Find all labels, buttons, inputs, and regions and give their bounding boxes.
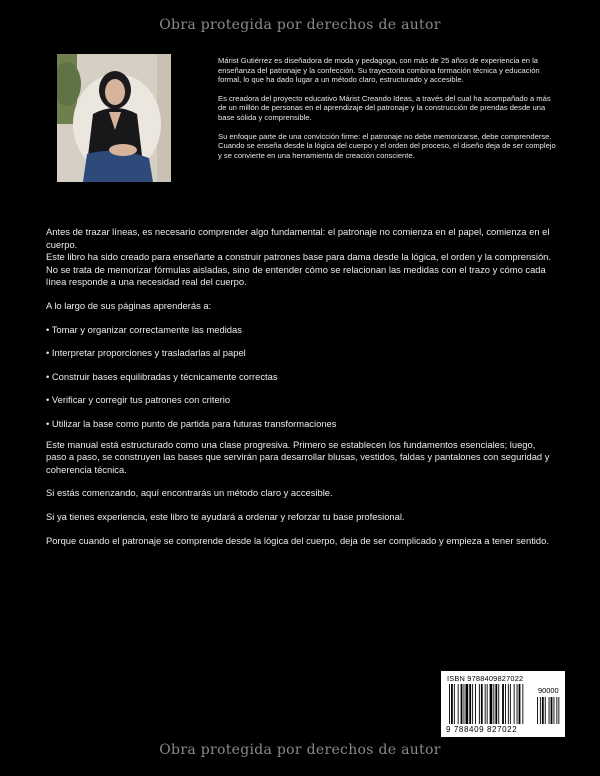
list-item: • Tomar y organizar correctamente las medidas (46, 323, 242, 335)
ean-digits: 9 788409 827022 (446, 725, 518, 734)
bio-paragraph: Márist Gutiérrez es diseñadora de moda y pedagoga, con más de 25 años de experiencia en la enseñanza del patronaje y la confección. Su trayectoria combina formación técnica y educación formal, lo que ha dado lugar a un método claro, estructurado y accesible. (218, 56, 540, 85)
list-item: • Verificar y corregir tus patrones con criterio (46, 394, 231, 406)
list-item: • Utilizar la base como punto de partida para futuras transformaciones (46, 417, 337, 429)
price-code: 90000 (538, 686, 559, 695)
manual-paragraph: Este manual está estructurado como una clase progresiva. Primero se establecen los fundamentos esenciales; luego, paso a paso, se construyen las bases que servirán para desarrollar blusas, vestidos, faldas y pantalones con seguridad y coherencia técnica. (46, 438, 550, 475)
bio-paragraph: Es creadora del proyecto educativo Márist Creando Ideas, a través del cual ha acompañado a más de un millón de personas en el aprendizaje del patronaje y la construcción de prendas desde una base sólida y comprensible. (218, 93, 551, 122)
back-cover-text (46, 226, 558, 547)
closing-paragraph: Porque cuando el patronaje se comprende desde la lógica del cuerpo, deja de ser complicado y empieza a tener sentido. (46, 534, 549, 546)
author-bio (218, 56, 560, 169)
isbn-label: ISBN 9788409827022 (447, 674, 524, 683)
experienced-paragraph: Si ya tienes experiencia, este libro te ayudará a ordenar y reforzar tu base profesional. (46, 510, 405, 522)
list-item: • Construir bases equilibradas y técnicamente correctas (46, 370, 278, 382)
author-photo (57, 54, 171, 182)
list-heading: A lo largo de sus páginas aprenderás a: (46, 299, 212, 311)
list-item: • Interpretar proporciones y trasladarlas al papel (46, 347, 246, 359)
copyright-watermark-top: Obra protegida por derechos de autor (159, 17, 441, 33)
isbn-barcode (441, 671, 565, 737)
bio-paragraph: Su enfoque parte de una convicción firme: el patronaje no debe memorizarse, debe comprenderse. Cuando se enseña desde la lógica del cuerpo y el orden del proceso, el diseño deja de ser complejo y se convierte en una herramienta de creación consciente. (218, 131, 556, 160)
beginner-paragraph: Si estás comenzando, aquí encontrarás un método claro y accesible. (46, 487, 333, 499)
copyright-watermark-bottom: Obra protegida por derechos de autor (159, 742, 441, 758)
intro-paragraph: Este libro ha sido creado para enseñarte a construir patrones base para dama desde la lógica, el orden y la comprensión. No se trata de memorizar fórmulas aisladas, sino de entender cómo se relacionan las medidas con el trazo y cómo cada línea responde a una necesidad real del cuerpo. (46, 251, 551, 288)
intro-paragraph: Antes de trazar líneas, es necesario comprender algo fundamental: el patronaje no comienza en el papel, comienza en el cuerpo. (46, 226, 550, 250)
